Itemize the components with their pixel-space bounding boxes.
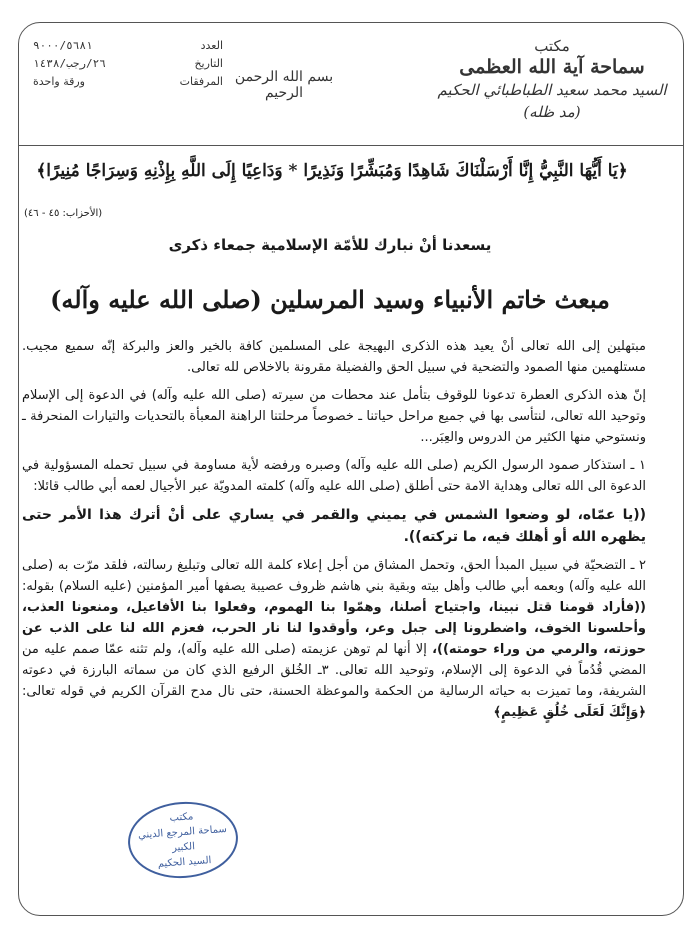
letterhead-line-2: سماحة آية الله العظمى xyxy=(459,56,645,78)
reference-attachments-value: ورقة واحدة xyxy=(33,75,85,88)
reference-date-label: التاريخ xyxy=(194,57,223,70)
stamp-line-3: السيد الحكيم xyxy=(157,855,212,870)
paragraph-4-end: إلا أنها لم توهن عزيمته (صلى الله عليه وآله)، ولم تثنه عمّا صمم عليه من المضي قُدُماً في الدعوة إلى الإسلام، وتوحيد الله تعالى. ٣ـ الخُلق الرفيع الذي كان من سماته البارزة في دعوته الشريفة، وما تميزت به حياته الرسالية من الحكمة والموعظة الحسنة، حتى نال مدح القرآن الكريم في قوله تعالى: xyxy=(22,642,646,699)
reference-attachments-label: المرفقات xyxy=(179,75,223,88)
reference-date-row xyxy=(33,55,223,73)
reference-attachments-row xyxy=(33,73,223,91)
paragraph-4-start: ٢ ـ التضحيّة في سبيل المبدأ الحق، وتحمل المشاق من أجل إعلاء كلمة الله تعالى وتبليغ رسالته، فلقد مرّت به (صلى الله عليه وآله) وبعمه أبي طالب وأهل بيته وبقية بني هاشم ظروف عصيبة يصفها أمير المؤمنين (عليه السلام) بقوله: xyxy=(22,558,646,594)
quran-verse: ﴿يَا أَيُّهَا النَّبِيُّ إِنَّا أَرْسَلْنَاكَ شَاهِدًا وَمُبَشِّرًا وَنَذِيرًا * وَدَاعِيًا إِلَى اللَّهِ بِإِذْنِهِ وَسِرَاجًا مُنِيرًا﴾ xyxy=(36,161,628,181)
imam-ali-quote: ((فأراد قومنا قتل نبينا، واجتياح أصلنا، وهمّوا بنا الهموم، وفعلوا بنا الأفاعيل، ومنعونا العذب، وأحلسونا الخوف، واضطرونا إلى جبل وعر، وأوقدوا لنا نار الحرب، فعزم الله لنا على الذب عن حوزته، والرمي من وراء حومته))، xyxy=(22,600,646,657)
paragraph-4 xyxy=(22,555,646,723)
prophet-quote: ((يا عمّاه، لو وضعوا الشمس في يميني والقمر في يساري على أنْ أترك هذا الأمر حتى يظهره الله أو أهلك فيه، ما تركته)). xyxy=(22,507,646,545)
verse-reference: (الأحزاب: ٤٥ - ٤٦) xyxy=(24,208,103,219)
paragraph-3: ١ ـ استذكار صمود الرسول الكريم (صلى الله عليه وآله) وصبره ورفضه لأية مساومة في سبيل تحمله المسؤولية في الدعوة الى الله تعالى وهداية الامة حتى أطلق (صلى الله عليه وآله) كلمته المدويّة عبر الأجيال لعمه أبي طالب قائلا: xyxy=(22,458,646,494)
closing-verse: ﴿وَإِنَّكَ لَعَلَى خُلُقٍ عَظِيمٍ﴾ xyxy=(493,705,646,720)
reference-number-row xyxy=(33,37,223,55)
letterhead-header xyxy=(19,23,683,146)
reference-block xyxy=(33,37,223,91)
letter-body xyxy=(22,336,646,730)
paragraph-2: إنّ هذه الذكرى العطرة تدعونا للوقوف بتأمل عند محطات من سيرته (صلى الله عليه وآله) في الدعوة إلى الإسلام وتوحيد الله تعالى، لنتأسى بها في جميع مراحل حياتنا ـ خصوصاً مرحلتنا الراهنة المعبأة بالتحديات والتيارات المنحرفة ـ ونستوحي منها الكثير من الدروس والعِبَر... xyxy=(22,388,646,445)
reference-number-value: ٩٠٠٠/٥٦٨١ xyxy=(33,39,93,52)
page-title: مبعث خاتم الأنبياء وسيد المرسلين (صلى الله عليه وآله) xyxy=(50,285,610,314)
letterhead-line-3: السيد محمد سعيد الطباطبائي الحكيم (مد ظله) xyxy=(437,81,667,121)
office-letterhead xyxy=(437,37,667,123)
intro-line: يسعدنا أنْ نبارك للأمّة الإسلامية جمعاء ذكرى xyxy=(168,236,492,254)
reference-number-label: العدد xyxy=(200,39,223,52)
stamp-line-2: سماحة المرجع الديني الكبير xyxy=(137,823,228,854)
letterhead-line-1: مكتب xyxy=(534,37,570,55)
paragraph-1: مبتهلين إلى الله تعالى أنْ يعيد هذه الذكرى البهيجة على المسلمين كافة بالخير والعز والبركة إنّه سميع مجيب. مستلهمين منها الصمود والتضحية في سبيل الحق والفضيلة مقرونة بالاخلاص لله تعالى. xyxy=(22,339,646,375)
reference-date-value: ٢٦/رجب/١٤٣٨ xyxy=(33,57,106,70)
stamp-line-1: مكتب xyxy=(169,811,194,824)
basmala: بسم الله الرحمن الرحيم xyxy=(234,69,334,101)
